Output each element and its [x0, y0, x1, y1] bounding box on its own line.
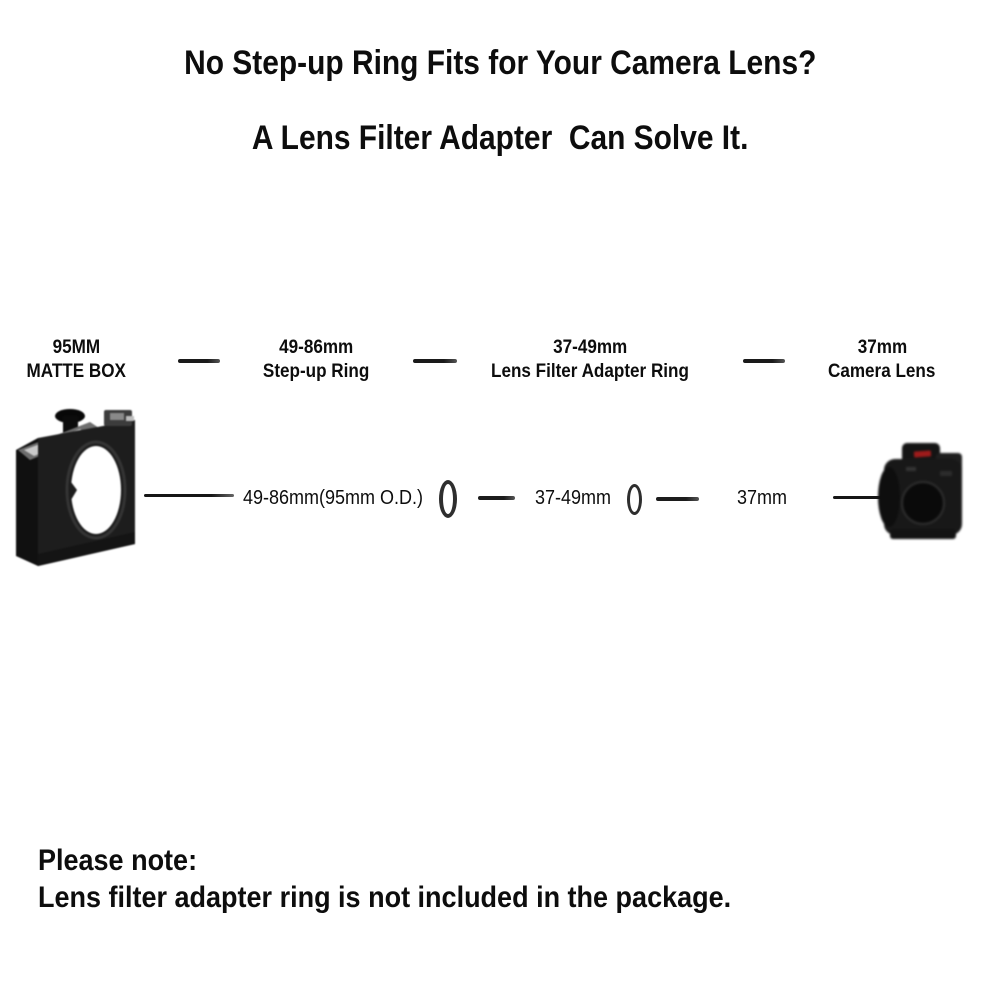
step-up-ring-edge-icon [439, 480, 457, 518]
part-label-matte-box [0, 336, 152, 384]
connector-dash [178, 359, 220, 363]
headline-question-text: No Step-up Ring Fits for Your Camera Lens? [183, 44, 817, 82]
note-body: Lens filter adapter ring is not included in the package. [38, 881, 732, 914]
part-size: 95MM [52, 337, 100, 358]
adapter-thread-size: 37-49mm [535, 487, 612, 509]
part-size: 37-49mm [552, 337, 628, 358]
headline-answer-text: A Lens Filter Adapter Can Solve It. [251, 119, 749, 157]
part-label-step-up-ring [236, 336, 396, 384]
pointer-line-matte-box [144, 494, 234, 497]
headline-question [0, 44, 1000, 82]
camera-thread-size: 37mm [737, 487, 788, 509]
headline-answer [0, 119, 1000, 157]
part-name: Camera Lens [828, 361, 936, 382]
part-name: Step-up Ring [262, 361, 370, 382]
part-name: MATTE BOX [26, 361, 126, 382]
part-label-adapter-ring [450, 336, 730, 384]
part-size: 37mm [857, 337, 907, 358]
matte-box-thread-size: 49-86mm(95mm O.D.) [243, 487, 424, 509]
package-note [38, 842, 808, 916]
connector-dash [743, 359, 785, 363]
adapter-ring-edge-icon [627, 484, 642, 515]
part-name: Lens Filter Adapter Ring [491, 361, 689, 382]
matte-box-photo [10, 404, 138, 570]
part-size: 49-86mm [278, 337, 354, 358]
part-label-camera-lens [802, 336, 962, 384]
connector-dash [478, 496, 515, 500]
note-heading: Please note: [38, 844, 198, 877]
connector-dash [656, 497, 699, 501]
camera-photo [876, 441, 968, 543]
